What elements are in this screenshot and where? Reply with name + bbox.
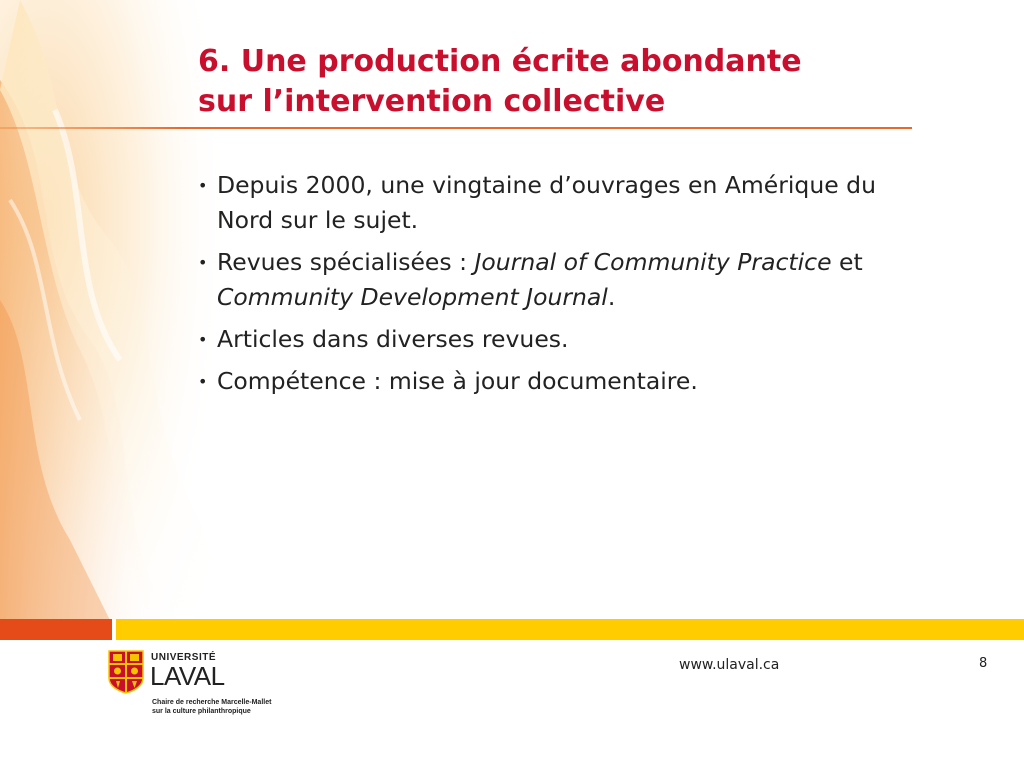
journal-title-2: Community Development Journal (217, 283, 608, 311)
title-divider (0, 127, 912, 129)
decorative-flame-background (0, 0, 230, 620)
bullet-item (198, 322, 898, 357)
journal-title-1: Journal of Community Practice (474, 248, 832, 276)
bullet-marker: • (198, 253, 208, 272)
bullet-item (198, 364, 898, 399)
bullet-marker: • (198, 176, 208, 195)
bullet-marker: • (198, 330, 208, 349)
logo-university-name: LAVAL (150, 661, 225, 691)
logo-chair-line-1: Chaire de recherche Marcelle-Mallet (152, 699, 272, 706)
bullet-text-suffix: . (607, 283, 616, 311)
logo-university-label: UNIVERSITÉ (151, 652, 217, 663)
bullet-text: Articles dans diverses revues. (217, 325, 569, 353)
bullet-text: Depuis 2000, une vingtaine d’ouvrages en Amérique du Nord sur le sujet. (217, 171, 876, 234)
bullet-text: Compétence : mise à jour documentaire. (217, 367, 698, 395)
bullet-list (198, 168, 898, 406)
logo-chair-name (152, 698, 271, 716)
bullet-text-connector: et (831, 248, 863, 276)
footer-bar-yellow (116, 619, 1024, 640)
website-url: www.ulaval.ca (679, 657, 780, 673)
page-number: 8 (979, 656, 988, 671)
logo-chair-line-2: sur la culture philanthropique (152, 708, 251, 715)
bullet-text-prefix: Revues spécialisées : (217, 248, 475, 276)
bullet-marker: • (198, 372, 208, 391)
slide-title-line-1: 6. Une production écrite abondante (198, 44, 802, 79)
bullet-item (198, 168, 898, 238)
slide-title-line-2: sur l’intervention collective (198, 84, 666, 119)
footer-bar-orange (0, 619, 112, 640)
bullet-item (198, 245, 898, 315)
university-logo (108, 650, 298, 720)
slide-title (198, 42, 802, 122)
laval-crest-icon (108, 650, 144, 694)
